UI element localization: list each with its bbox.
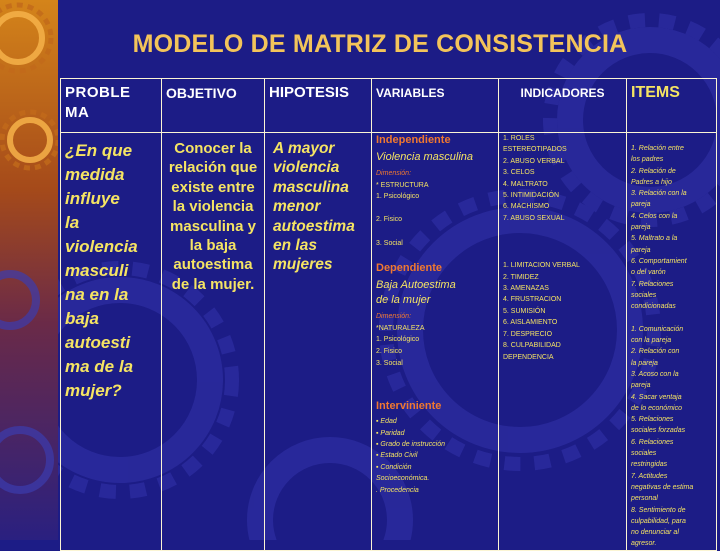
header-hipotesis-label: HIPOTESIS xyxy=(269,84,350,101)
header-variables xyxy=(372,79,499,133)
variable-interviniente-heading: Interviniente xyxy=(376,400,442,413)
content-row xyxy=(61,133,717,551)
variable-independiente-name: Violencia masculina xyxy=(376,151,474,163)
items-list: 1. Relación entre los padres 2. Relación de Padres a hijo 3. Relación con la pareja 4. Celos con la pareja 5. Maltrato a la pareja 6. Comportamient o del varón 7. Relaciones sociales condicionadas 1. Comunicación con la pareja 2. Relación con la pareja 3. Acoso con la pareja 4. Sacar ventaja de lo económico 5. Relaciones sociales forzadas 6. Relaciones sociales restringidas 7. Actitudes negativas de estima personal 8. Sentimiento de culpabilidad, para no denunciar al agresor. xyxy=(631,145,694,548)
variable-dependiente-name: Baja Autoestima de la mujer xyxy=(376,279,456,307)
header-hipotesis xyxy=(265,79,372,133)
header-problema-label: PROBLE MA xyxy=(65,84,131,121)
dependiente-dimension-detail: *NATURALEZA 1. Psicológico 2. Fisico 3. Social xyxy=(376,324,425,367)
header-problema xyxy=(61,79,162,133)
hipotesis-text: A mayor violencia masculina menor autoestima en las mujeres xyxy=(273,140,355,274)
cell-indicadores xyxy=(499,133,627,551)
indicadores-group-2: 1. LIMITACION VERBAL 2. TIMIDEZ 3. AMENAZAS 4. FRUSTRACION 5. SUMISIÓN 6. AISLAMIENTO 7. DESPRECIO 8. CULPABILIDAD DEPENDENCIA xyxy=(503,262,580,361)
dependiente-dimension-label: Dimensión: xyxy=(376,313,412,321)
interviniente-detail: ▪ Edad ▪ Paridad ▪ Grado de instrucción ▪ Estado Civil ▪ Condición Socioeconómica. . Procedencia xyxy=(376,418,446,494)
cell-objetivo xyxy=(162,133,265,551)
cell-items xyxy=(627,133,717,551)
header-items xyxy=(627,79,717,133)
independiente-dimension-detail: * ESTRUCTURA 1. Psicológico 2. Fisico 3. Social xyxy=(376,181,429,247)
header-indicadores xyxy=(499,79,627,133)
cell-variables xyxy=(372,133,499,551)
slide-title: MODELO DE MATRIZ DE CONSISTENCIA xyxy=(132,30,628,58)
header-row xyxy=(61,79,717,133)
header-objetivo xyxy=(162,79,265,133)
variable-independiente-heading: Independiente xyxy=(376,134,451,146)
independiente-dimension-label: Dimensión: xyxy=(376,170,412,177)
indicadores-group-1: 1. ROLES ESTEREOTIPADOS 2. ABUSO VERBAL 3. CELOS 4. MALTRATO 5. INTIMIDACIÓN 6. MACHISMO 7. ABUSO SEXUAL xyxy=(503,135,567,222)
variable-dependiente-heading: Dependiente xyxy=(376,262,443,275)
header-variables-label: VARIABLES xyxy=(376,86,445,100)
header-indicadores-label: INDICADORES xyxy=(520,86,605,100)
problema-text: ¿En que medida influye la violencia masculi na en la baja autoesti ma de la mujer? xyxy=(65,141,138,400)
corner-gear-decoration xyxy=(0,0,58,540)
cell-hipotesis xyxy=(265,133,372,551)
header-objetivo-label: OBJETIVO xyxy=(166,85,237,101)
objetivo-text: Conocer la relación que existe entre la violencia masculina y la baja autoestima de la mujer. xyxy=(168,140,258,293)
cell-problema xyxy=(61,133,162,551)
consistency-matrix-table xyxy=(60,78,717,551)
header-items-label: ITEMS xyxy=(631,84,680,101)
